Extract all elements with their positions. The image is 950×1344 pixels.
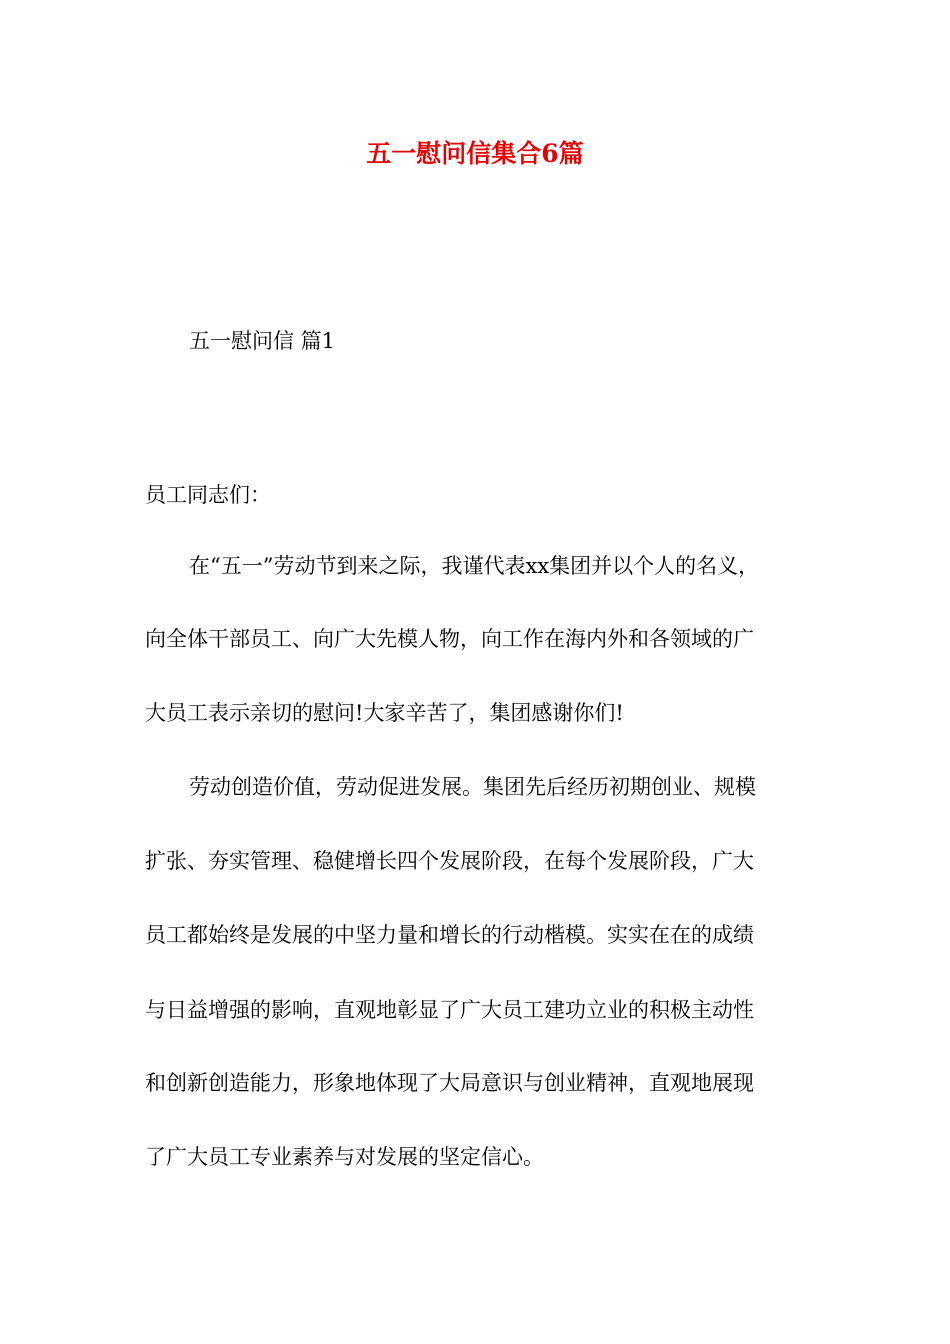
section-heading: 五一慰问信 篇1 — [189, 329, 336, 353]
document-title: 五一慰问信集合6篇 — [366, 139, 584, 168]
paragraph-2-line-4: 与日益增强的影响，直观地彰显了广大员工建功立业的积极主动性 — [145, 998, 754, 1022]
paragraph-2-line-6: 了广大员工专业素养与对发展的坚定信心。 — [145, 1145, 544, 1169]
paragraph-2-line-1: 劳动创造价值，劳动促进发展。集团先后经历初期创业、规模 — [189, 775, 756, 799]
paragraph-1-line-2: 向全体干部员工、向广大先模人物，向工作在海内外和各领域的广 — [145, 627, 754, 651]
salutation: 员工同志们： — [145, 483, 271, 507]
paragraph-2-line-2: 扩张、夯实管理、稳健增长四个发展阶段，在每个发展阶段，广大 — [145, 849, 754, 873]
paragraph-2-line-3: 员工都始终是发展的中坚力量和增长的行动楷模。实实在在的成绩 — [145, 923, 754, 947]
paragraph-1-line-1: 在“五一”劳动节到来之际，我谨代表xx集团并以个人的名义， — [189, 554, 760, 578]
paragraph-1-line-3: 大员工表示亲切的慰问!大家辛苦了，集团感谢你们! — [145, 701, 624, 725]
paragraph-2-line-5: 和创新创造能力，形象地体现了大局意识与创业精神，直观地展现 — [145, 1071, 754, 1095]
